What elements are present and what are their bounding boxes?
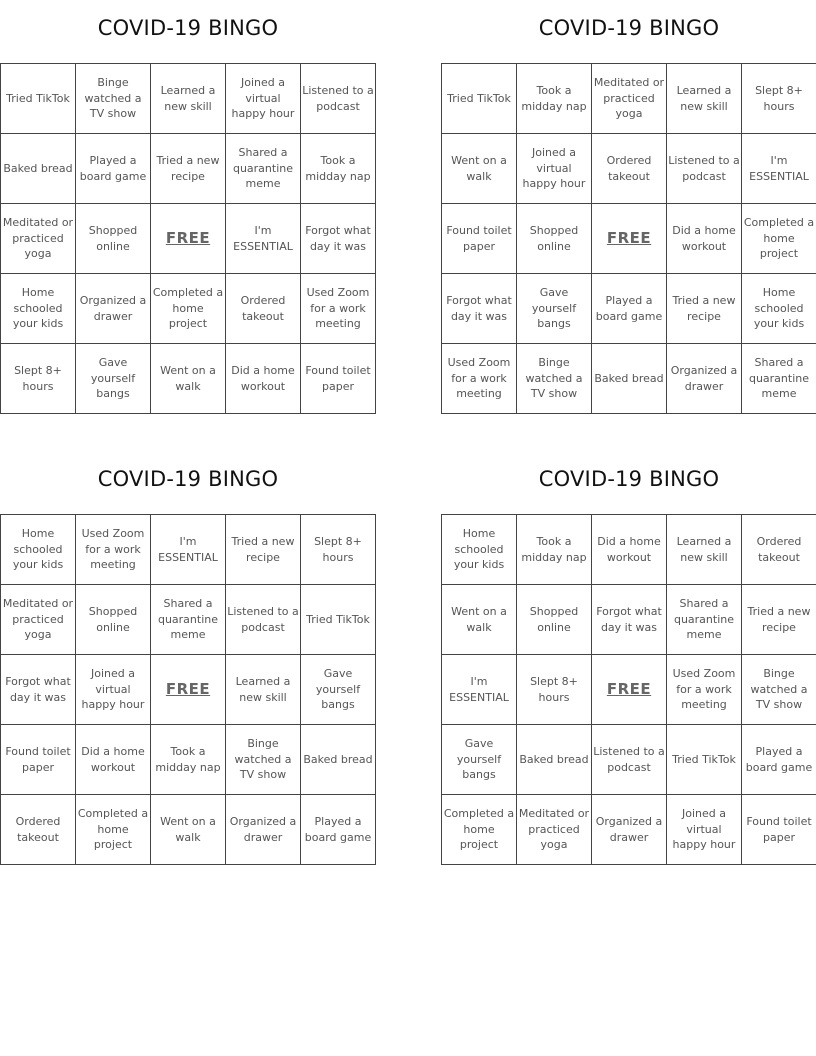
- bingo-cell: Slept 8+ hours: [1, 344, 76, 414]
- bingo-cell: Gave yourself bangs: [76, 344, 151, 414]
- card-title: COVID-19 BINGO: [97, 467, 279, 491]
- bingo-cell: Organized a drawer: [592, 795, 667, 865]
- free-space: FREE: [151, 655, 226, 725]
- card-title: COVID-19 BINGO: [97, 16, 279, 40]
- bingo-cell: Shopped online: [517, 585, 592, 655]
- bingo-cell: Home schooled your kids: [742, 274, 816, 344]
- bingo-cell: I'm ESSENTIAL: [151, 515, 226, 585]
- bingo-cell: Shared a quarantine meme: [151, 585, 226, 655]
- bingo-cell: Did a home workout: [592, 515, 667, 585]
- bingo-cell: Listened to a podcast: [592, 725, 667, 795]
- bingo-cell: Did a home workout: [226, 344, 301, 414]
- bingo-cell: Listened to a podcast: [301, 64, 376, 134]
- bingo-grid: [441, 63, 816, 414]
- grid-row: [442, 515, 816, 585]
- bingo-cell: Home schooled your kids: [1, 515, 76, 585]
- bingo-cell: I'm ESSENTIAL: [226, 204, 301, 274]
- bingo-cell: Used Zoom for a work meeting: [667, 655, 742, 725]
- bingo-cell: Completed a home project: [151, 274, 226, 344]
- bingo-cell: Tried a new recipe: [667, 274, 742, 344]
- bingo-cell: Meditated or practiced yoga: [517, 795, 592, 865]
- bingo-cell: Shopped online: [76, 204, 151, 274]
- bingo-cell: Played a board game: [592, 274, 667, 344]
- bingo-cell: Forgot what day it was: [442, 274, 517, 344]
- free-space: FREE: [592, 655, 667, 725]
- bingo-cell: Tried a new recipe: [742, 585, 816, 655]
- bingo-cell: Played a board game: [742, 725, 816, 795]
- bingo-cell: Tried TikTok: [301, 585, 376, 655]
- bingo-cell: Used Zoom for a work meeting: [76, 515, 151, 585]
- grid-row: [1, 274, 376, 344]
- bingo-cell: Completed a home project: [742, 204, 816, 274]
- bingo-cell: Learned a new skill: [151, 64, 226, 134]
- bingo-cell: Did a home workout: [667, 204, 742, 274]
- grid-row: [442, 204, 816, 274]
- bingo-cell: Baked bread: [517, 725, 592, 795]
- bingo-cell: Tried a new recipe: [151, 134, 226, 204]
- bingo-cell: Joined a virtual happy hour: [517, 134, 592, 204]
- bingo-cell: Learned a new skill: [226, 655, 301, 725]
- bingo-cell: Slept 8+ hours: [517, 655, 592, 725]
- bingo-cell: Joined a virtual happy hour: [76, 655, 151, 725]
- bingo-cell: Binge watched a TV show: [517, 344, 592, 414]
- bingo-cell: Shopped online: [76, 585, 151, 655]
- bingo-cell: Tried TikTok: [1, 64, 76, 134]
- bingo-cell: Shopped online: [517, 204, 592, 274]
- grid-row: [1, 585, 376, 655]
- bingo-cell: Went on a walk: [442, 134, 517, 204]
- bingo-cell: Used Zoom for a work meeting: [301, 274, 376, 344]
- bingo-cell: Went on a walk: [442, 585, 517, 655]
- bingo-cell: Forgot what day it was: [301, 204, 376, 274]
- bingo-cell: Used Zoom for a work meeting: [442, 344, 517, 414]
- grid-row: [1, 204, 376, 274]
- bingo-cell: Played a board game: [76, 134, 151, 204]
- bingo-cell: Took a midday nap: [151, 725, 226, 795]
- bingo-cell: Organized a drawer: [76, 274, 151, 344]
- bingo-cell: Went on a walk: [151, 344, 226, 414]
- grid-row: [442, 274, 816, 344]
- bingo-cell: Ordered takeout: [592, 134, 667, 204]
- bingo-cell: Ordered takeout: [226, 274, 301, 344]
- grid-row: [442, 344, 816, 414]
- bingo-grid: [441, 514, 816, 865]
- bingo-cell: Shared a quarantine meme: [742, 344, 816, 414]
- bingo-cell: Binge watched a TV show: [76, 64, 151, 134]
- bingo-cell: Completed a home project: [442, 795, 517, 865]
- bingo-cell: Slept 8+ hours: [742, 64, 816, 134]
- grid-row: [442, 585, 816, 655]
- bingo-cell: Organized a drawer: [226, 795, 301, 865]
- grid-row: [1, 344, 376, 414]
- bingo-cell: Home schooled your kids: [442, 515, 517, 585]
- free-space: FREE: [592, 204, 667, 274]
- bingo-cell: Shared a quarantine meme: [667, 585, 742, 655]
- bingo-cell: Tried TikTok: [442, 64, 517, 134]
- bingo-cell: Gave yourself bangs: [301, 655, 376, 725]
- bingo-cell: Completed a home project: [76, 795, 151, 865]
- bingo-cell: Baked bread: [592, 344, 667, 414]
- bingo-cell: Baked bread: [301, 725, 376, 795]
- bingo-cell: Shared a quarantine meme: [226, 134, 301, 204]
- bingo-cell: Took a midday nap: [517, 64, 592, 134]
- bingo-grid: [0, 514, 376, 865]
- bingo-cell: Played a board game: [301, 795, 376, 865]
- bingo-cell: Tried TikTok: [667, 725, 742, 795]
- bingo-cell: Joined a virtual happy hour: [226, 64, 301, 134]
- bingo-cell: Learned a new skill: [667, 515, 742, 585]
- bingo-cell: Gave yourself bangs: [442, 725, 517, 795]
- bingo-cell: Meditated or practiced yoga: [1, 204, 76, 274]
- bingo-cell: Listened to a podcast: [226, 585, 301, 655]
- bingo-cell: Forgot what day it was: [592, 585, 667, 655]
- bingo-cell: Found toilet paper: [1, 725, 76, 795]
- bingo-cell: Learned a new skill: [667, 64, 742, 134]
- bingo-cell: Ordered takeout: [1, 795, 76, 865]
- bingo-cell: Gave yourself bangs: [517, 274, 592, 344]
- grid-row: [442, 725, 816, 795]
- bingo-cell: Found toilet paper: [742, 795, 816, 865]
- bingo-cell: Meditated or practiced yoga: [592, 64, 667, 134]
- grid-row: [1, 134, 376, 204]
- bingo-cell: Organized a drawer: [667, 344, 742, 414]
- bingo-cell: Ordered takeout: [742, 515, 816, 585]
- grid-row: [1, 725, 376, 795]
- bingo-cell: I'm ESSENTIAL: [742, 134, 816, 204]
- bingo-grid: [0, 63, 376, 414]
- grid-row: [442, 655, 816, 725]
- bingo-cell: Listened to a podcast: [667, 134, 742, 204]
- grid-row: [1, 515, 376, 585]
- card-title: COVID-19 BINGO: [538, 16, 720, 40]
- grid-row: [1, 655, 376, 725]
- bingo-cell: Home schooled your kids: [1, 274, 76, 344]
- bingo-cell: Slept 8+ hours: [301, 515, 376, 585]
- bingo-cell: I'm ESSENTIAL: [442, 655, 517, 725]
- bingo-cell: Joined a virtual happy hour: [667, 795, 742, 865]
- bingo-cell: Forgot what day it was: [1, 655, 76, 725]
- grid-row: [1, 795, 376, 865]
- bingo-cell: Binge watched a TV show: [742, 655, 816, 725]
- bingo-cell: Found toilet paper: [301, 344, 376, 414]
- card-title: COVID-19 BINGO: [538, 467, 720, 491]
- grid-row: [442, 795, 816, 865]
- bingo-cell: Took a midday nap: [517, 515, 592, 585]
- grid-row: [442, 134, 816, 204]
- grid-row: [442, 64, 816, 134]
- bingo-cell: Binge watched a TV show: [226, 725, 301, 795]
- bingo-cell: Did a home workout: [76, 725, 151, 795]
- free-space: FREE: [151, 204, 226, 274]
- bingo-cell: Tried a new recipe: [226, 515, 301, 585]
- bingo-cell: Went on a walk: [151, 795, 226, 865]
- bingo-cell: Meditated or practiced yoga: [1, 585, 76, 655]
- bingo-cell: Baked bread: [1, 134, 76, 204]
- bingo-cell: Took a midday nap: [301, 134, 376, 204]
- grid-row: [1, 64, 376, 134]
- bingo-cell: Found toilet paper: [442, 204, 517, 274]
